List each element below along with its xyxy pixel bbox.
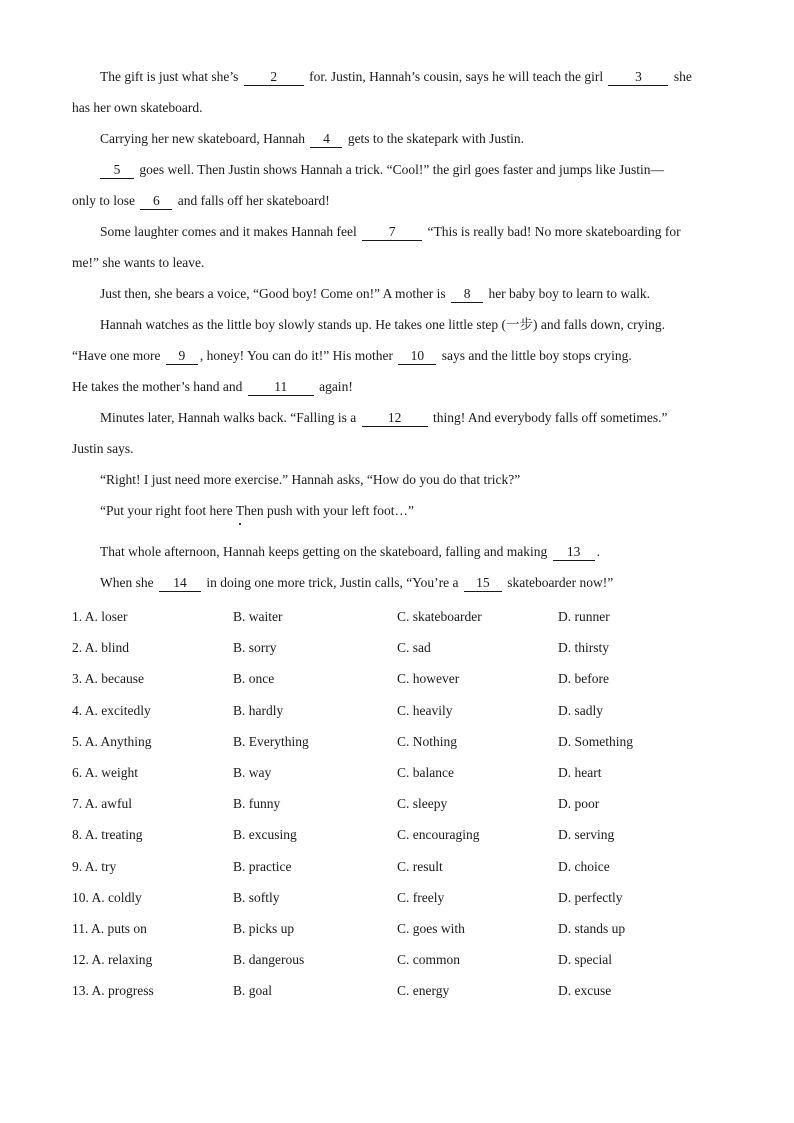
option-choice: D. stands up [558, 920, 626, 936]
option-choice: B. hardly [233, 702, 284, 718]
blank-13: 13 [553, 544, 595, 561]
passage-line [72, 498, 712, 529]
passage-text: The gift is just what she’s [100, 69, 242, 84]
option-choice: C. freely [397, 889, 445, 905]
option-choice: B. way [233, 764, 272, 780]
passage-line [72, 250, 712, 281]
passage-line [72, 539, 712, 570]
option-choice: C. common [397, 952, 460, 968]
option-choice: 12. A. relaxing [72, 952, 153, 968]
option-row [72, 822, 732, 853]
passage-line [72, 157, 712, 188]
passage-line [72, 343, 712, 374]
option-choice: D. special [558, 952, 612, 968]
passage-text: has her own skateboard. [72, 100, 203, 115]
passage-line [72, 570, 712, 601]
option-choice: D. sadly [558, 702, 603, 718]
passage-line [72, 95, 712, 126]
option-choice: 4. A. excitedly [72, 702, 151, 718]
option-choice: D. excuse [558, 983, 612, 999]
option-choice: C. result [397, 858, 443, 874]
blank-6: 6 [140, 193, 172, 210]
option-choice: 10. A. coldly [72, 889, 142, 905]
option-choice: 3. A. because [72, 671, 144, 687]
option-row [72, 791, 732, 822]
option-choice: 2. A. blind [72, 640, 130, 656]
option-choice: B. waiter [233, 609, 283, 624]
passage-text: her baby boy to learn to walk. [485, 286, 651, 301]
blank-14: 14 [159, 575, 201, 592]
blank-4: 4 [310, 131, 342, 148]
option-choice: D. Something [558, 733, 634, 749]
blank-3: 3 [608, 69, 668, 86]
option-choice: C. encouraging [397, 827, 480, 843]
passage-line [72, 126, 712, 157]
option-choice: D. choice [558, 858, 610, 874]
blank-5: 5 [100, 162, 134, 179]
passage-text: only to lose [72, 193, 139, 208]
passage-text: gets to the skatepark with Justin. [344, 131, 525, 146]
passage-text: . [596, 544, 600, 559]
passage-line [72, 312, 712, 343]
option-choice: B. once [233, 671, 275, 687]
blank-2: 2 [244, 69, 304, 86]
option-choice: B. Everything [233, 733, 309, 749]
option-choice: 5. A. Anything [72, 733, 152, 749]
option-choice: B. sorry [233, 640, 277, 656]
passage-text: me!” she wants to leave. [72, 255, 205, 270]
option-choice: C. goes with [397, 920, 465, 936]
passage-text: Some laughter comes and it makes Hannah feel [100, 224, 361, 239]
option-choice: C. skateboarder [397, 609, 482, 624]
blank-7: 7 [362, 224, 422, 241]
option-choice: C. Nothing [397, 733, 458, 749]
option-choice: B. picks up [233, 920, 295, 936]
passage-line [72, 188, 712, 219]
option-choice: B. dangerous [233, 952, 305, 968]
option-choice: 6. A. weight [72, 764, 138, 780]
option-row [72, 978, 732, 1009]
passage-text: “Right! I just need more exercise.” Hannah asks, “How do you do that trick?” [100, 472, 521, 487]
option-choice: C. sad [397, 640, 431, 656]
option-choice: C. heavily [397, 702, 453, 718]
passage-line [72, 405, 712, 436]
passage-text: He takes the mother’s hand and [72, 379, 246, 394]
option-choice: D. perfectly [558, 889, 623, 905]
option-choice: B. excusing [233, 827, 297, 843]
passage-line [72, 219, 712, 250]
stray-dot [239, 523, 241, 525]
option-row [72, 947, 732, 978]
option-choice: D. serving [558, 827, 615, 843]
passage-text: says and the little boy stops crying. [438, 348, 632, 363]
option-choice: D. runner [558, 609, 610, 624]
passage-line [72, 281, 712, 312]
passage-text: goes well. Then Justin shows Hannah a trick. “Cool!” the girl goes faster and jumps like Justin— [136, 162, 665, 177]
option-choice: C. sleepy [397, 796, 448, 812]
option-choice: B. softly [233, 889, 280, 905]
passage-text: “Have one more [72, 348, 164, 363]
option-row [72, 635, 732, 666]
option-choice: 7. A. awful [72, 796, 132, 812]
passage-text: Minutes later, Hannah walks back. “Falling is a [100, 410, 360, 425]
option-choice: B. funny [233, 796, 281, 812]
option-row [72, 916, 732, 947]
option-choice: 8. A. treating [72, 827, 143, 843]
passage-text: Carrying her new skateboard, Hannah [100, 131, 309, 146]
option-choice: C. energy [397, 983, 450, 999]
passage-text: skateboarder now!” [503, 575, 614, 590]
passage-text: and falls off her skateboard! [174, 193, 330, 208]
option-row [72, 666, 732, 697]
option-choice: D. before [558, 671, 609, 687]
option-choice: D. heart [558, 764, 602, 780]
cloze-passage [72, 64, 712, 601]
passage-text: thing! And everybody falls off sometimes.” [429, 410, 668, 425]
option-row [72, 760, 732, 791]
passage-text: in doing one more trick, Justin calls, “You’re a [202, 575, 462, 590]
option-row [72, 604, 732, 635]
option-choice: 11. A. puts on [72, 920, 147, 936]
blank-9: 9 [166, 348, 198, 365]
blank-12: 12 [362, 410, 428, 427]
option-row [72, 885, 732, 916]
passage-text: for. Justin, Hannah’s cousin, says he will teach the girl [305, 69, 607, 84]
passage-line [72, 64, 712, 95]
passage-text: she [670, 69, 692, 84]
passage-text: again! [315, 379, 353, 394]
passage-text: “This is really bad! No more skateboarding for [424, 224, 681, 239]
option-choice: 13. A. progress [72, 983, 154, 999]
option-choice: B. practice [233, 858, 292, 874]
option-choice: C. however [397, 671, 460, 687]
passage-line [72, 467, 712, 498]
passage-text: Hannah watches as the little boy slowly stands up. He takes one little step (一步) and falls down, crying. [100, 317, 666, 332]
option-choice: 9. A. try [72, 858, 117, 874]
passage-text: “Put your right foot here Then push with your left foot…” [100, 503, 414, 518]
passage-line [72, 374, 712, 405]
option-choice: D. poor [558, 796, 600, 812]
passage-text: Just then, she bears a voice, “Good boy! Come on!” A mother is [100, 286, 450, 301]
blank-10: 10 [398, 348, 436, 365]
blank-8: 8 [451, 286, 483, 303]
option-row [72, 854, 732, 885]
blank-15: 15 [464, 575, 502, 592]
option-row [72, 729, 732, 760]
passage-text: That whole afternoon, Hannah keeps getting on the skateboard, falling and making [100, 544, 551, 559]
option-choice: D. thirsty [558, 640, 610, 656]
blank-11: 11 [248, 379, 314, 396]
passage-line [72, 436, 712, 467]
option-choice: C. balance [397, 764, 454, 780]
passage-text: Justin says. [72, 441, 134, 456]
passage-text: When she [100, 575, 157, 590]
option-choice: B. goal [233, 983, 272, 999]
passage-text: , honey! You can do it!” His mother [199, 348, 397, 363]
answer-options [72, 604, 732, 1009]
option-choice: 1. A. loser [72, 609, 128, 624]
option-row [72, 698, 732, 729]
